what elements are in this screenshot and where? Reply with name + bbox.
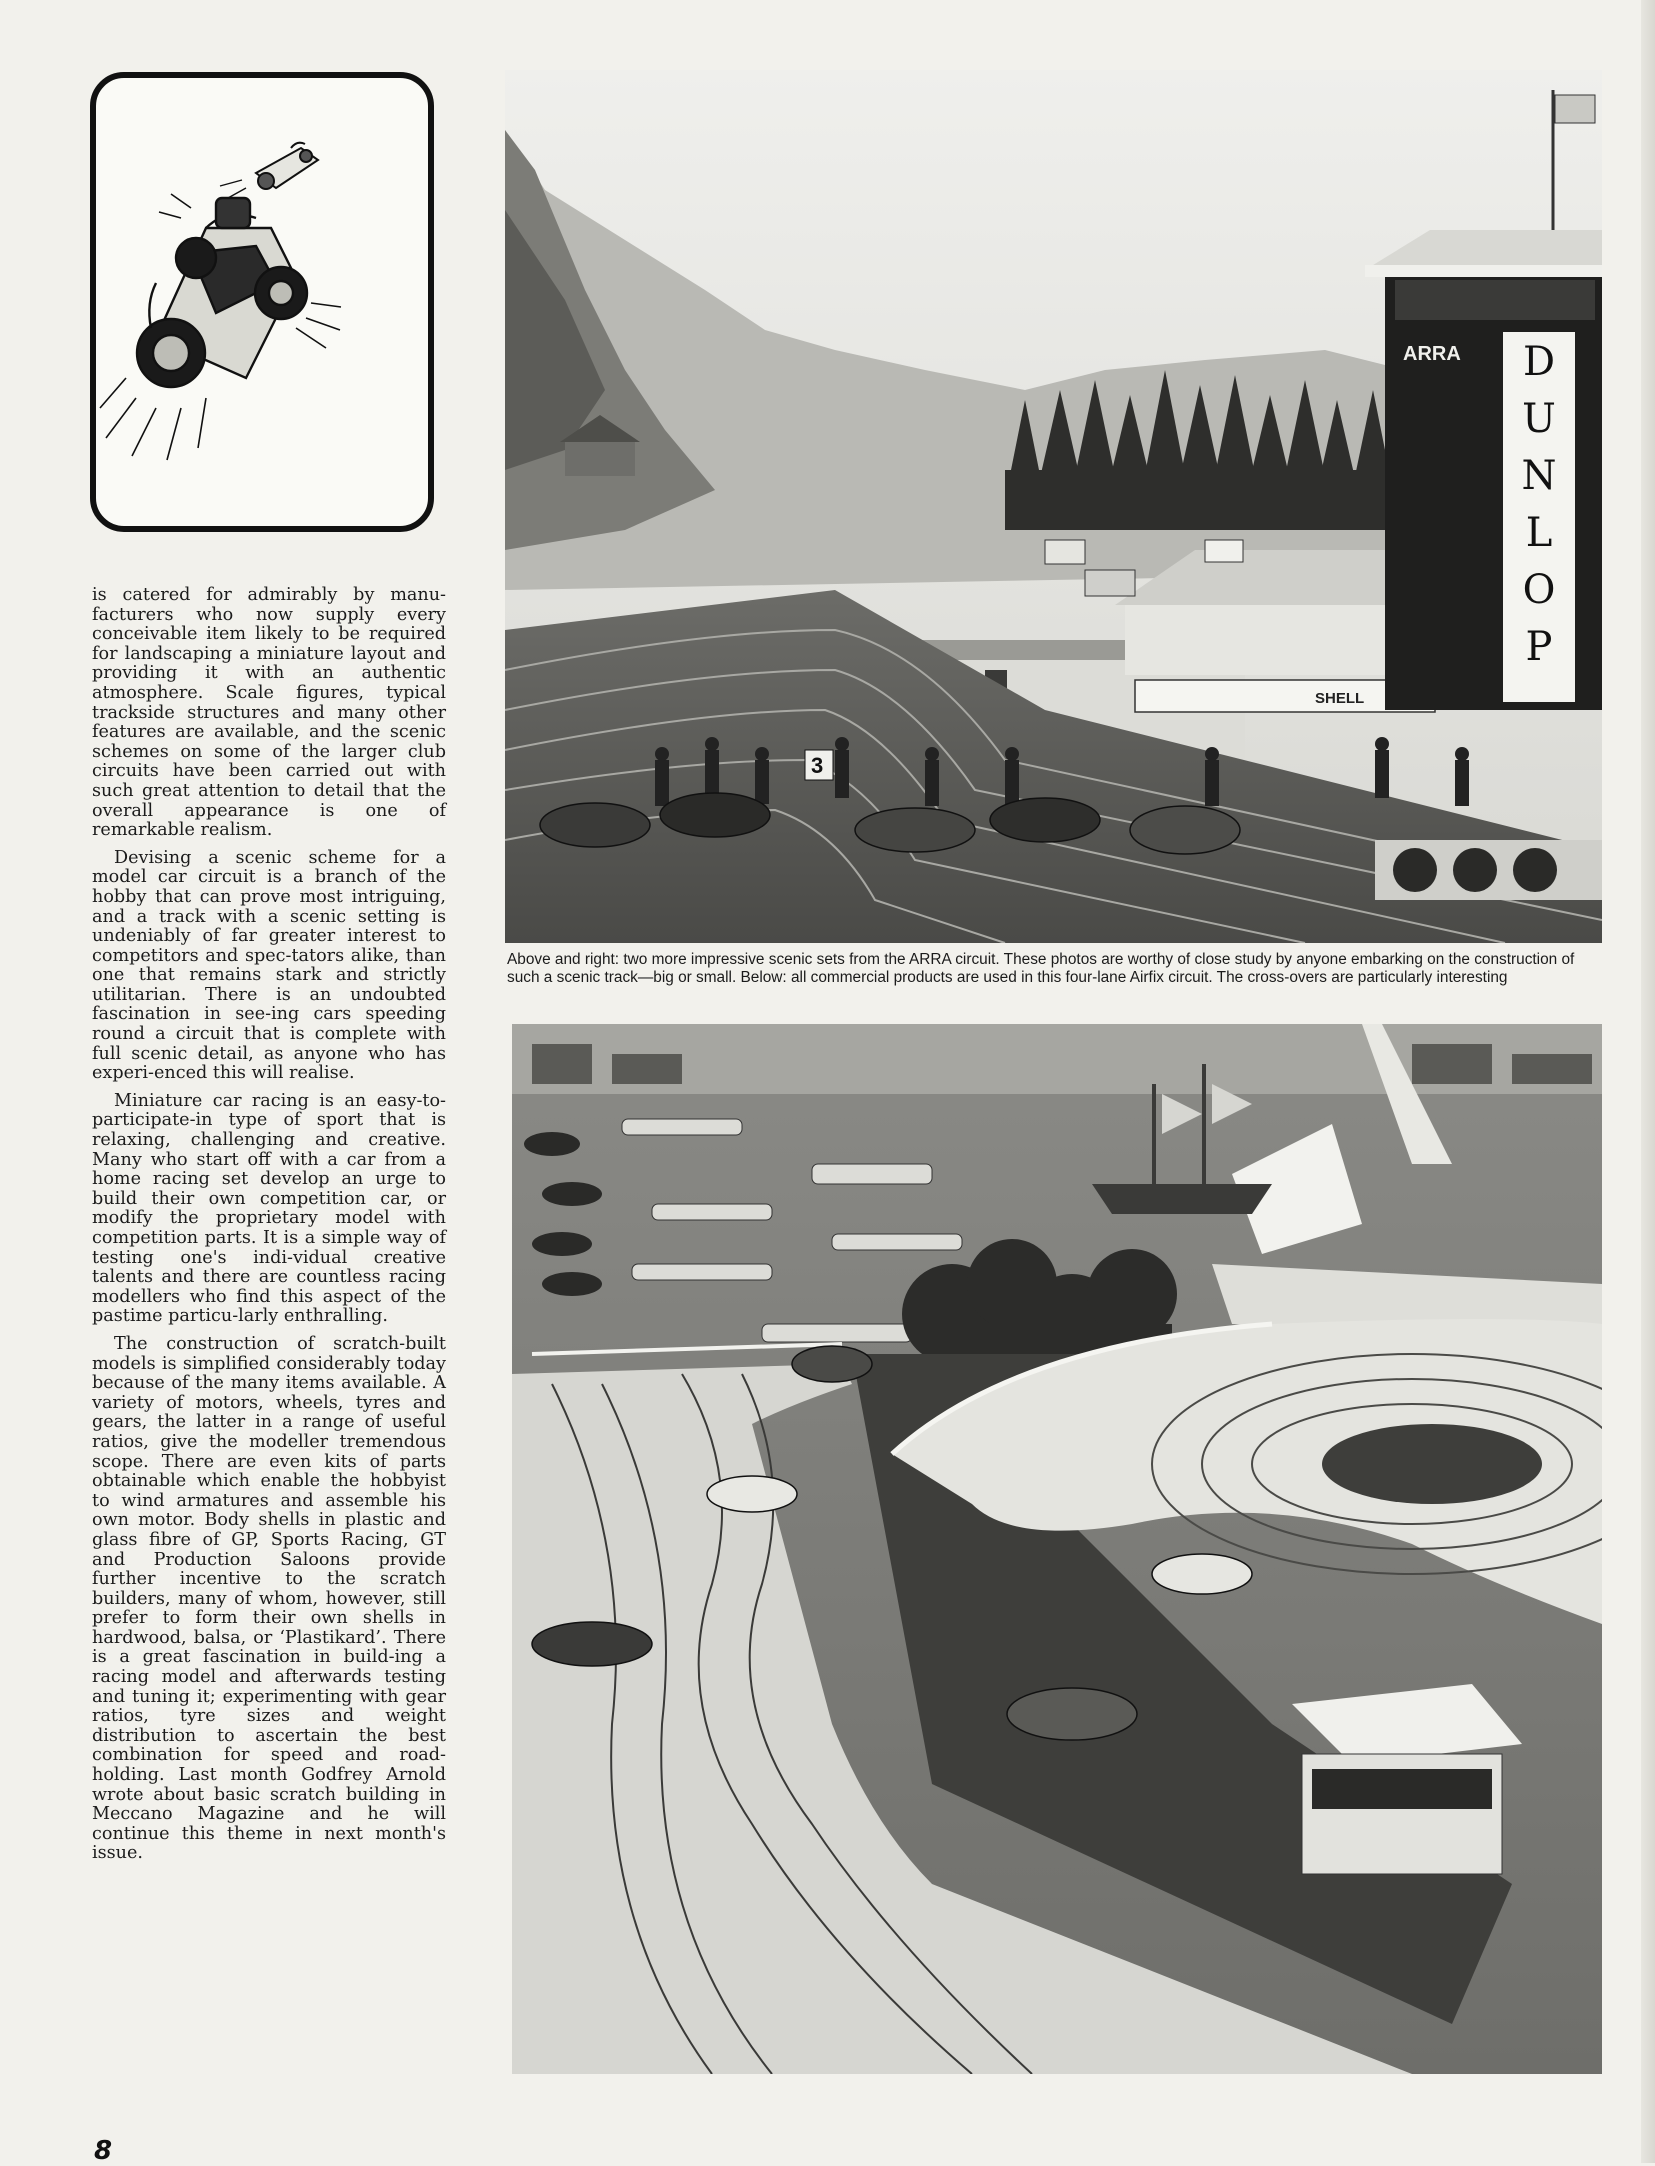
airfix-circuit-photo [512,1024,1602,2074]
dunlop-letter-6: P [1525,624,1553,670]
page-edge [1641,0,1655,2163]
arra-circuit-photo [505,70,1602,943]
article-text-column [92,586,446,1872]
car-number: 3 [811,753,824,778]
page-number: 8 [94,2136,113,2166]
racing-car-drawing [96,78,428,526]
dunlop-letter-1: D [1522,339,1556,385]
paragraph-2: Devising a scenic scheme for a model car circuit is a branch of the hobby that can prove most intriguing, and a track with a scenic setting is undeniably of far greater interest to competitors and spec-tators alike, than one that remains stark and strictly utilitarian. There is an undoubted fascination in see-ing cars speeding round a circuit that is complete with full scenic detail, as anyone who has experi-enced this will realise. [92,847,446,1084]
dunlop-letter-3: N [1521,453,1557,499]
dunlop-letter-5: O [1522,567,1556,613]
dunlop-letter-4: L [1525,510,1553,556]
dunlop-letter-2: U [1522,396,1556,442]
arra-circuit-scene [505,70,1602,943]
arra-tower-label: ARRA [1403,343,1461,365]
paragraph-1: is catered for admirably by manu-facturers who now supply every conceivable item likely to be required for landscaping a miniature layout and providing it with an authentic atmosphere. Scale figures, typical trackside structures and many other features are available, and the scenic schemes on some of the larger club circuits have been carried out with such great attention to detail that the overall appearance is one of remarkable realism. [92,585,446,841]
paragraph-3: Miniature car racing is an easy-to-participate-in type of sport that is relaxing, challenging and creative. Many who start off with a car from a home racing set develop an urge to build their own competition car, or modify the proprietary model with competition parts. It is a simple way of testing one's indi-vidual creative talents and there are countless racing modellers who find this aspect of the pastime particu-larly enthralling. [92,1090,446,1327]
photo-caption: Above and right: two more impressive scenic sets from the ARRA circuit. These photos are worthy of close study by anyone embarking on the construction of such a scenic track—big or small. Below: all commercial products are used in this four-lane Airfix circuit. The cross-overs are particularly interesting [507,951,1575,986]
paragraph-4: The construction of scratch-built models is simplified considerably today because of the many items available. A variety of motors, wheels, tyres and gears, the latter in a range of useful ratios, give the modeller tremendous scope. There are even kits of parts obtainable which enable the hobbyist to wind armatures and assemble his own motor. Body shells in plastic and glass fibre of GP, Sports Racing, GT and Production Saloons provide further incentive to the scratch builders, many of whom, however, still prefer to form their own shells in hardwood, balsa, or ‘Plastikard’. There is a great fascination in build-ing a racing model and afterwards testing and tuning it; experimenting with gear ratios, tyre sizes and weight distribution to ascertain the best combination for speed and road-holding. Last month Godfrey Arnold wrote about basic scratch building in Meccano Magazine and he will continue this theme in next month's issue. [92,1333,446,1864]
racing-car-illustration [90,72,434,532]
shell-banner-text: SHELL [1315,690,1365,707]
airfix-circuit-scene [512,1024,1602,2074]
